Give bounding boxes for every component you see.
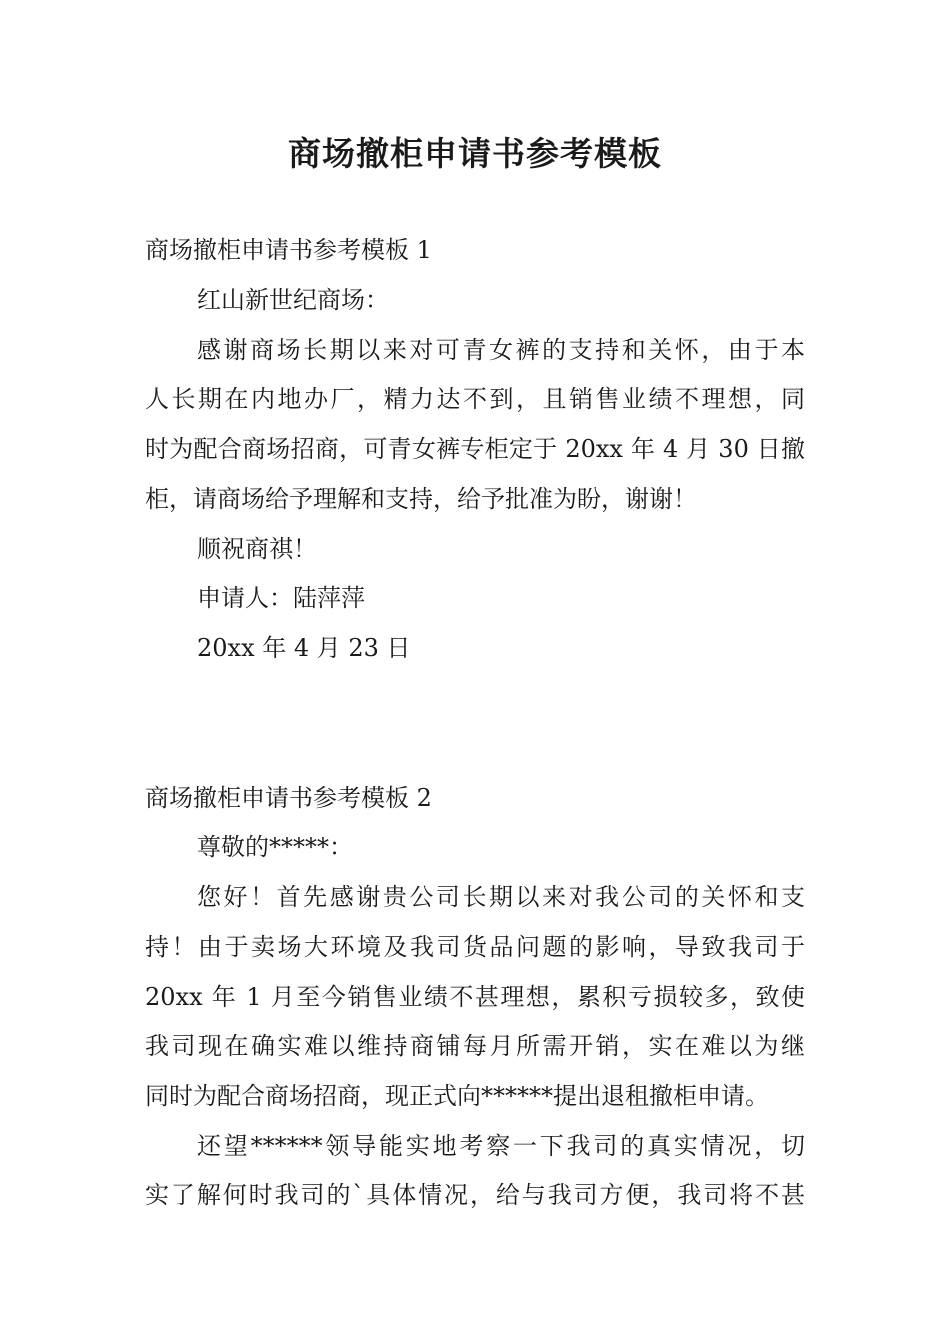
body-line: 同时为配合商场招商，现正式向******提出退租撤柜申请。: [145, 1082, 769, 1110]
body-line: 我司现在确实难以维持商铺每月所需开销，实在难以为继: [145, 1032, 805, 1060]
section-heading-2: 商场撤柜申请书参考模板 2: [145, 784, 432, 812]
body-line: 时为配合商场招商，可青女裤专柜定于 20xx 年 4 月 30 日撤: [145, 435, 805, 463]
body-line: 实了解何时我司的`具体情况，给与我司方便，我司将不甚: [145, 1181, 805, 1209]
body-line: 持！由于卖场大环境及我司货品问题的影响，导致我司于: [145, 933, 805, 961]
applicant-1: 申请人：陆萍萍: [197, 584, 365, 612]
document-title: 商场撤柜申请书参考模板: [288, 134, 662, 173]
salutation-2: 尊敬的*****：: [197, 833, 353, 861]
body-line: 您好！首先感谢贵公司长期以来对我公司的关怀和支: [197, 883, 805, 911]
body-line: 20xx 年 1 月至今销售业绩不甚理想，累积亏损较多，致使: [145, 983, 805, 1011]
date-1: 20xx 年 4 月 23 日: [197, 634, 411, 662]
body-line: 人长期在内地办厂，精力达不到，且销售业绩不理想，同: [145, 385, 805, 413]
body-line: 感谢商场长期以来对可青女裤的支持和关怀，由于本: [197, 336, 805, 364]
body-line: 还望******领导能实地考察一下我司的真实情况，切: [197, 1132, 805, 1160]
section-heading-1: 商场撤柜申请书参考模板 1: [145, 236, 432, 264]
closing-1: 顺祝商祺！: [197, 535, 317, 563]
salutation-1: 红山新世纪商场：: [197, 286, 389, 314]
body-line: 柜，请商场给予理解和支持，给予批准为盼，谢谢！: [145, 485, 697, 513]
